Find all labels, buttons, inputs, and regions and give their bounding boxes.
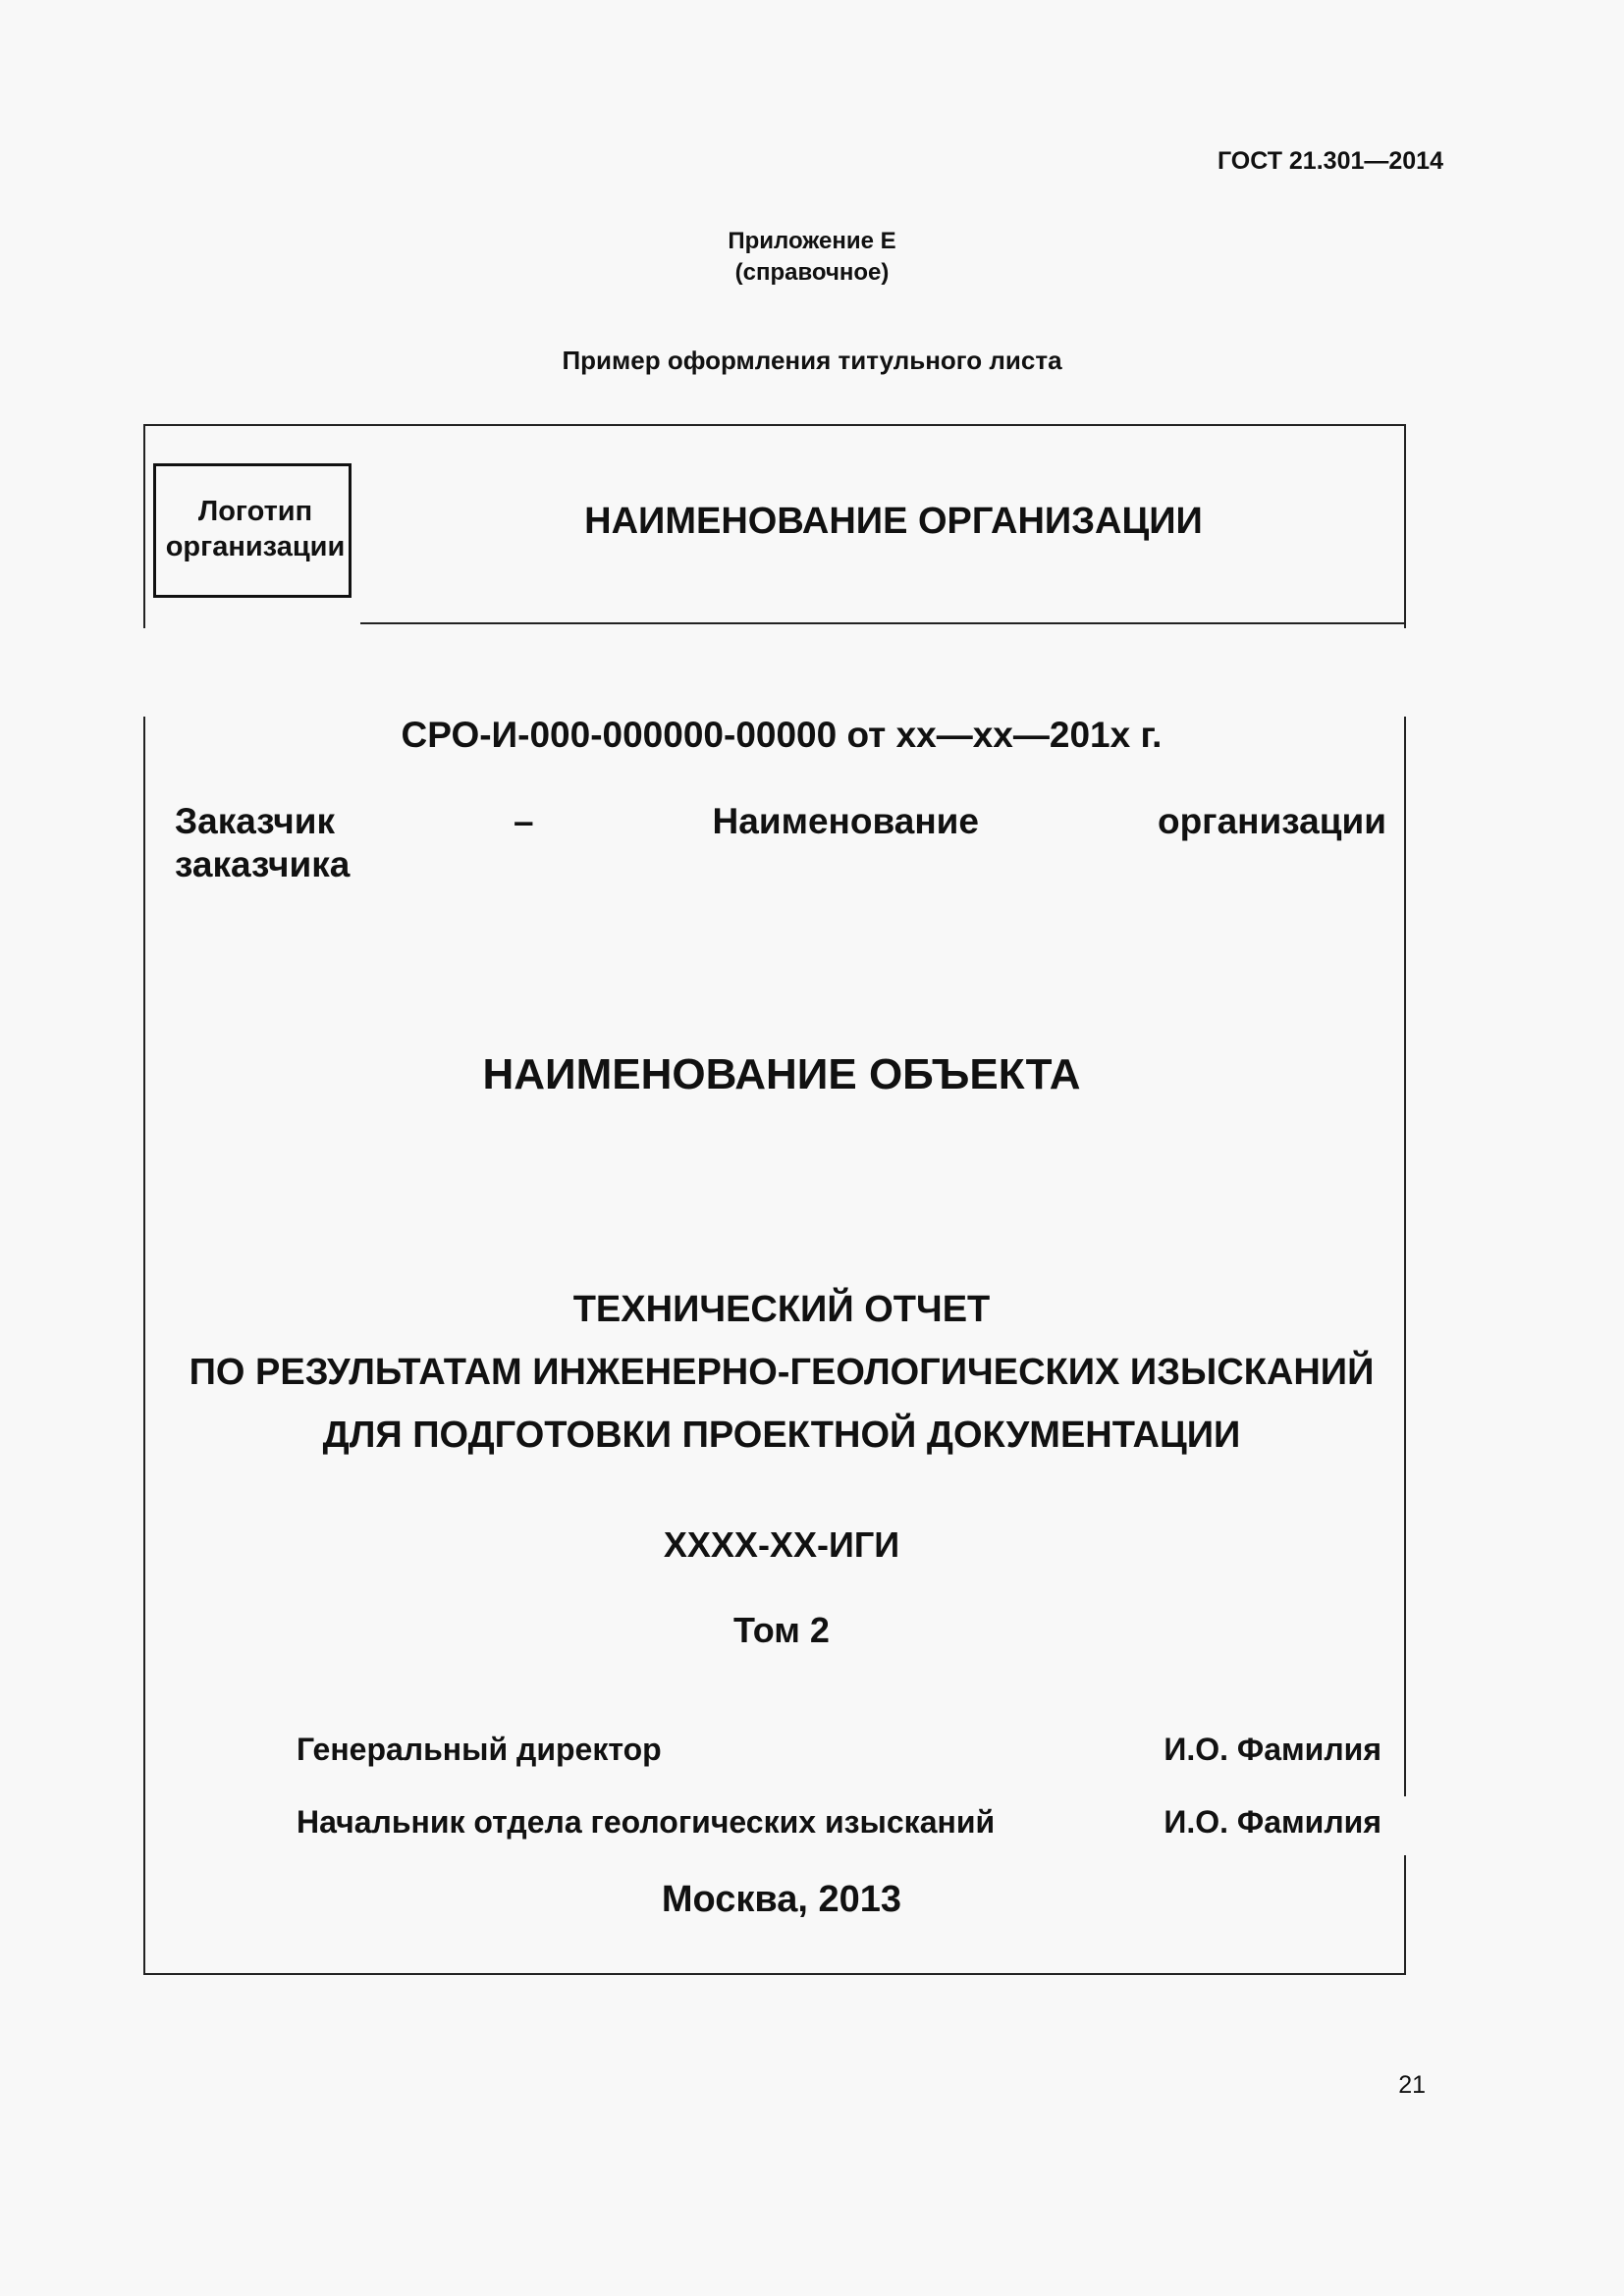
report-title-line-2: ПО РЕЗУЛЬТАТАМ ИНЖЕНЕРНО-ГЕОЛОГИЧЕСКИХ ИЗЫСКАНИЙ [189, 1352, 1375, 1393]
object-name: НАИМЕНОВАНИЕ ОБЪЕКТА [482, 1050, 1081, 1098]
frame-break-left [137, 628, 149, 717]
volume-number: Том 2 [733, 1610, 830, 1650]
signatory-row [297, 1732, 1381, 1768]
logo-line-2: организации [165, 531, 346, 562]
customer-line [175, 800, 1386, 886]
appendix-type: (справочное) [734, 259, 890, 286]
signatory-position: Начальник отдела геологических изысканий [297, 1804, 996, 1840]
signatory-name: И.О. Фамилия [1164, 1732, 1381, 1767]
signatory-position: Генеральный директор [297, 1732, 662, 1767]
document-code: ХХХХ-ХХ-ИГИ [663, 1524, 900, 1565]
appendix-label: Приложение Е [728, 228, 896, 254]
signatory-name: И.О. Фамилия [1164, 1804, 1381, 1840]
customer-word-2: Наименование [712, 801, 979, 841]
frame-break-right [1400, 628, 1412, 717]
example-title: Пример оформления титульного листа [562, 346, 1062, 375]
organization-name: НАИМЕНОВАНИЕ ОРГАНИЗАЦИИ [584, 501, 1203, 542]
page-number: 21 [1398, 2071, 1426, 2099]
report-title-line-1: ТЕХНИЧЕСКИЙ ОТЧЕТ [572, 1289, 991, 1330]
customer-dash: – [514, 801, 534, 841]
logo-placeholder-text [157, 494, 353, 564]
report-title-line-3: ДЛЯ ПОДГОТОВКИ ПРОЕКТНОЙ ДОКУМЕНТАЦИИ [322, 1415, 1241, 1456]
signatory-row [297, 1804, 1381, 1841]
customer-word-1: Заказчик [175, 801, 336, 841]
city-year: Москва, 2013 [661, 1879, 902, 1920]
customer-word-3: организации [1157, 801, 1386, 841]
sro-number: СРО-И-000-000000-00000 от хх—хх—201х г. [401, 715, 1163, 755]
customer-word-4: заказчика [175, 844, 351, 884]
standard-code: ГОСТ 21.301—2014 [1217, 147, 1443, 175]
appendix-heading [0, 226, 1624, 289]
header-divider [360, 622, 1406, 624]
logo-line-1: Логотип [197, 496, 313, 527]
frame-break-right-lower [1400, 1796, 1412, 1855]
report-title [143, 1278, 1420, 1467]
